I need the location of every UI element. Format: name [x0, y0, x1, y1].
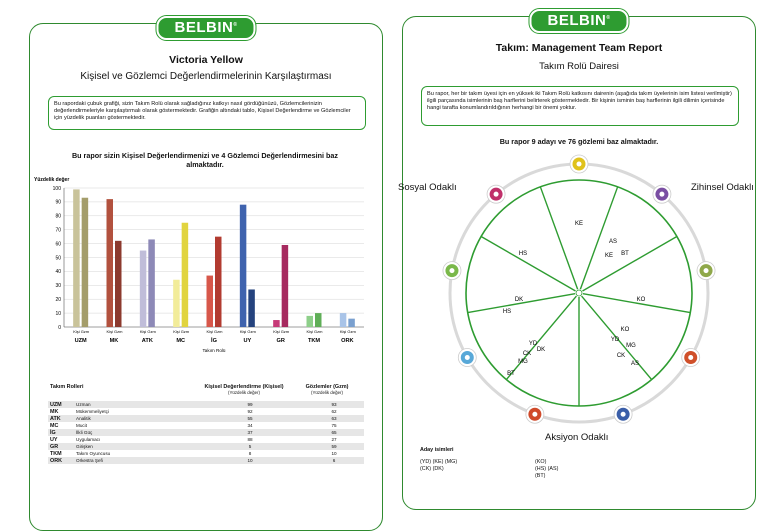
bar-gzm-atk [148, 239, 155, 327]
self-score: 88 [247, 437, 253, 442]
member-initials: HS [518, 251, 528, 257]
member-initials: KE [574, 221, 584, 227]
belbin-logo: BELBIN® [156, 16, 255, 40]
category-label: UZM [74, 338, 87, 344]
table-header-observers: Gözlemler (Gzm) [305, 384, 349, 390]
y-tick-label: 40 [55, 269, 61, 276]
candidates-col2 [535, 459, 558, 480]
y-tick-label: 10 [55, 310, 61, 317]
role-name: Uygulamacı [76, 437, 101, 442]
team-report-page [398, 12, 756, 510]
bar-kişi-atk [140, 251, 147, 327]
bar-label: Gzm [114, 329, 123, 334]
bar-kişi-mc [173, 280, 180, 327]
person-icon-glyph [621, 412, 626, 417]
candidate-line: (BT) [535, 473, 546, 479]
role-code: ORK [48, 457, 74, 464]
wheel-center [576, 290, 582, 296]
member-initials: YD [610, 337, 620, 343]
role-code: MK [50, 408, 59, 415]
candidate-line: (HS) (AS) [535, 466, 559, 472]
table-row [48, 408, 364, 415]
table-header-observers-unit: (Yüzdelik değer) [311, 390, 343, 395]
chart-heading: Bu rapor sizin Kişisel Değerlendirmenizi ve 4 Gözlemci Değerlendirmesini baz almaktadır. [71, 151, 339, 169]
team-basis: Bu rapor 9 adayı ve 76 gözlemi baz almaktadır. [499, 137, 659, 146]
role-name: Mükemmeliyetçi [76, 409, 109, 414]
category-label: TKM [307, 338, 321, 344]
roles-table [48, 401, 364, 464]
member-initials: CK [522, 351, 532, 357]
bar-gzm-gr [282, 245, 289, 327]
bar-label: Kişi [173, 329, 180, 334]
phone-icon-glyph [494, 192, 499, 197]
x-axis-label: Takım Rolü [202, 348, 226, 353]
member-initials: BT [621, 251, 629, 257]
observer-score: 63 [304, 415, 364, 422]
y-tick-label: 90 [55, 199, 61, 206]
role-name: İlkli Güç [74, 429, 196, 436]
member-initials: AS [630, 361, 640, 367]
candidates-col1 [420, 459, 457, 473]
table-row [48, 443, 364, 450]
bar-label: Kişi [339, 329, 347, 334]
member-initials: MG [518, 359, 528, 365]
y-tick-label: 100 [52, 185, 61, 192]
role-name: Analitik [74, 415, 196, 422]
y-tick-label: 0 [58, 324, 61, 331]
bar-kişi-uy [240, 205, 247, 327]
member-initials: DK [514, 297, 524, 303]
role-code: GR [48, 443, 74, 450]
self-score: 37 [196, 429, 304, 436]
bar-kişi-uzm [73, 189, 80, 327]
category-label: MK [109, 338, 119, 344]
bar-kişi-i̇g [207, 276, 214, 327]
bar-label: Gzm [280, 329, 290, 334]
bar-label: Gzm [147, 329, 156, 334]
bar-kişi-tkm [307, 316, 314, 327]
bulb-icon-glyph [577, 162, 582, 167]
bar-gzm-tkm [315, 313, 322, 327]
category-label: UY [243, 338, 252, 344]
quadrant-thinking: Zihinsel Odaklı [691, 182, 754, 193]
role-name: Mucit [76, 423, 87, 428]
bar-kişi-mk [107, 199, 114, 327]
member-initials: HS [502, 309, 512, 315]
observer-score: 6 [304, 457, 364, 464]
y-tick-label: 70 [55, 227, 61, 234]
y-tick-label: 20 [55, 297, 61, 303]
category-label: GR [276, 338, 285, 344]
bar-gzm-mc [182, 223, 189, 327]
self-score: 92 [247, 409, 253, 414]
category-label: ORK [341, 338, 354, 344]
role-code: UZM [48, 401, 74, 408]
bar-gzm-uzm [82, 198, 89, 327]
role-code: MC [50, 422, 59, 429]
category-label: ATK [141, 338, 153, 344]
bar-label: Kişi [106, 329, 113, 334]
member-initials: KO [620, 327, 630, 333]
candidate-line: (YD) (KE) (MG) [420, 459, 458, 465]
member-initials: KE [604, 253, 614, 259]
candidate-line: (CK) (DK) [420, 466, 444, 472]
bar-label: Kişi [273, 329, 280, 334]
observer-score: 59 [304, 443, 364, 450]
eye-icon-glyph [659, 192, 664, 197]
y-tick-label: 30 [55, 283, 61, 290]
pencil-icon-glyph [704, 268, 709, 273]
observer-score: 10 [331, 451, 337, 456]
bar-label: Kişi [306, 329, 313, 334]
quadrant-action: Aksiyon Odaklı [545, 432, 609, 443]
quadrant-social: Sosyal Odaklı [398, 182, 457, 193]
self-score: 34 [247, 423, 253, 428]
category-label: İG [211, 338, 217, 344]
arrow-icon-glyph [532, 412, 537, 417]
role-code: ATK [48, 415, 74, 422]
observer-score: 93 [304, 401, 364, 408]
bar-label: Gzm [314, 329, 323, 334]
belbin-logo-right: BELBIN® [529, 9, 628, 33]
bar-label: Kişi [139, 329, 147, 334]
role-code: İG [48, 429, 74, 436]
table-header-self-unit: (Yüzdelik değer) [228, 390, 260, 395]
category-label: MC [176, 338, 186, 344]
member-initials: YD [528, 341, 538, 347]
member-initials: CK [616, 353, 626, 359]
y-tick-label: 60 [55, 241, 61, 248]
observer-score: 62 [331, 409, 337, 414]
table-row [48, 457, 364, 464]
bar-gzm-mk [115, 241, 122, 327]
self-score: 8 [248, 451, 252, 456]
role-name: Takım Oyuncusu [76, 451, 111, 456]
role-code: TKM [50, 450, 62, 457]
table-row [48, 429, 364, 436]
bar-chart [30, 172, 382, 372]
bar-gzm-i̇g [215, 237, 222, 327]
y-tick-label: 50 [55, 255, 61, 262]
member-initials: AS [608, 239, 618, 245]
table-row [48, 422, 364, 429]
observer-score: 65 [304, 429, 364, 436]
bar-kişi-gr [273, 320, 280, 327]
team-subtitle: Takım Rolü Dairesi [539, 61, 619, 72]
table-row [48, 415, 364, 422]
member-initials: BT [507, 371, 515, 377]
bar-label: Gzm [214, 329, 223, 334]
team-intro-box: Bu rapor, her bir takım üyesi için en yüksek iki Takım Rolü katkısını dairenin (aşağıda takım üyelerinin isim listesi verilmiştir) ilgili parçasında isimlerinin baş harflerini belirterek göstermektedir. Bir kişinin isminin baş harflerinin ilgili dilimin içerisinde hangi tarafta konumlandırıldığının herhangi bir önemi yoktur. [421, 86, 739, 126]
group-icon-glyph [449, 268, 454, 273]
person-name: Victoria Yellow [169, 54, 243, 66]
bar-gzm-uy [248, 289, 255, 327]
table-header-self: Kişisel Değerlendirme (Kişisel) [204, 384, 284, 390]
bar-gzm-ork [348, 319, 355, 327]
bar-label: Gzm [247, 329, 256, 334]
observer-score: 75 [331, 423, 337, 428]
self-score: 10 [196, 457, 304, 464]
role-code: UY [50, 436, 58, 443]
intro-box: Bu rapordaki çubuk grafiği, sizin Takım Rolü olarak sağladığınız katkıyı nasıl gördüğünüzü, Gözlemcilerinizin değerlendirmeleriyle karşılaştırmalı olarak göstermektedir. Grafiğin altındaki tablo, Kişisel Değerlendirme ve Gözlemciler için yüzdelik puanları göstermektedir. [48, 96, 366, 130]
table-row [48, 450, 364, 457]
bar-label: Kişi [239, 329, 247, 334]
candidate-line: (KO) [535, 459, 547, 465]
y-tick-label: 80 [55, 213, 61, 220]
bar-label: Kişi [206, 329, 213, 334]
bar-label: Kişi [73, 329, 80, 334]
y-axis-label: Yüzdelik değer [34, 177, 70, 183]
table-header-roles: Takım Rolleri [50, 384, 84, 390]
self-score: 55 [196, 415, 304, 422]
report-subtitle: Kişisel ve Gözlemci Değerlendirmelerinin Karşılaştırması [80, 71, 332, 82]
self-score: 5 [196, 443, 304, 450]
candidates-title: Aday isimleri [420, 447, 454, 453]
team-title: Takım: Management Team Report [495, 42, 663, 54]
member-initials: DK [536, 347, 546, 353]
role-name: Orkestra Şefi [74, 457, 196, 464]
bar-kişi-ork [340, 313, 347, 327]
bar-label: Gzm [80, 329, 90, 334]
runner-icon-glyph [465, 355, 470, 360]
observer-score: 27 [331, 437, 337, 442]
role-name: Girişken [74, 443, 196, 450]
table-row [48, 401, 364, 408]
table-row [48, 436, 364, 443]
self-score: 99 [196, 401, 304, 408]
member-initials: KO [636, 297, 646, 303]
bar-label: Gzm [180, 329, 190, 334]
individual-report-page [29, 19, 383, 531]
member-initials: MG [626, 343, 636, 349]
bar-label: Gzm [347, 329, 356, 334]
role-name: Uzman [74, 401, 196, 408]
gear-icon-glyph [688, 355, 693, 360]
